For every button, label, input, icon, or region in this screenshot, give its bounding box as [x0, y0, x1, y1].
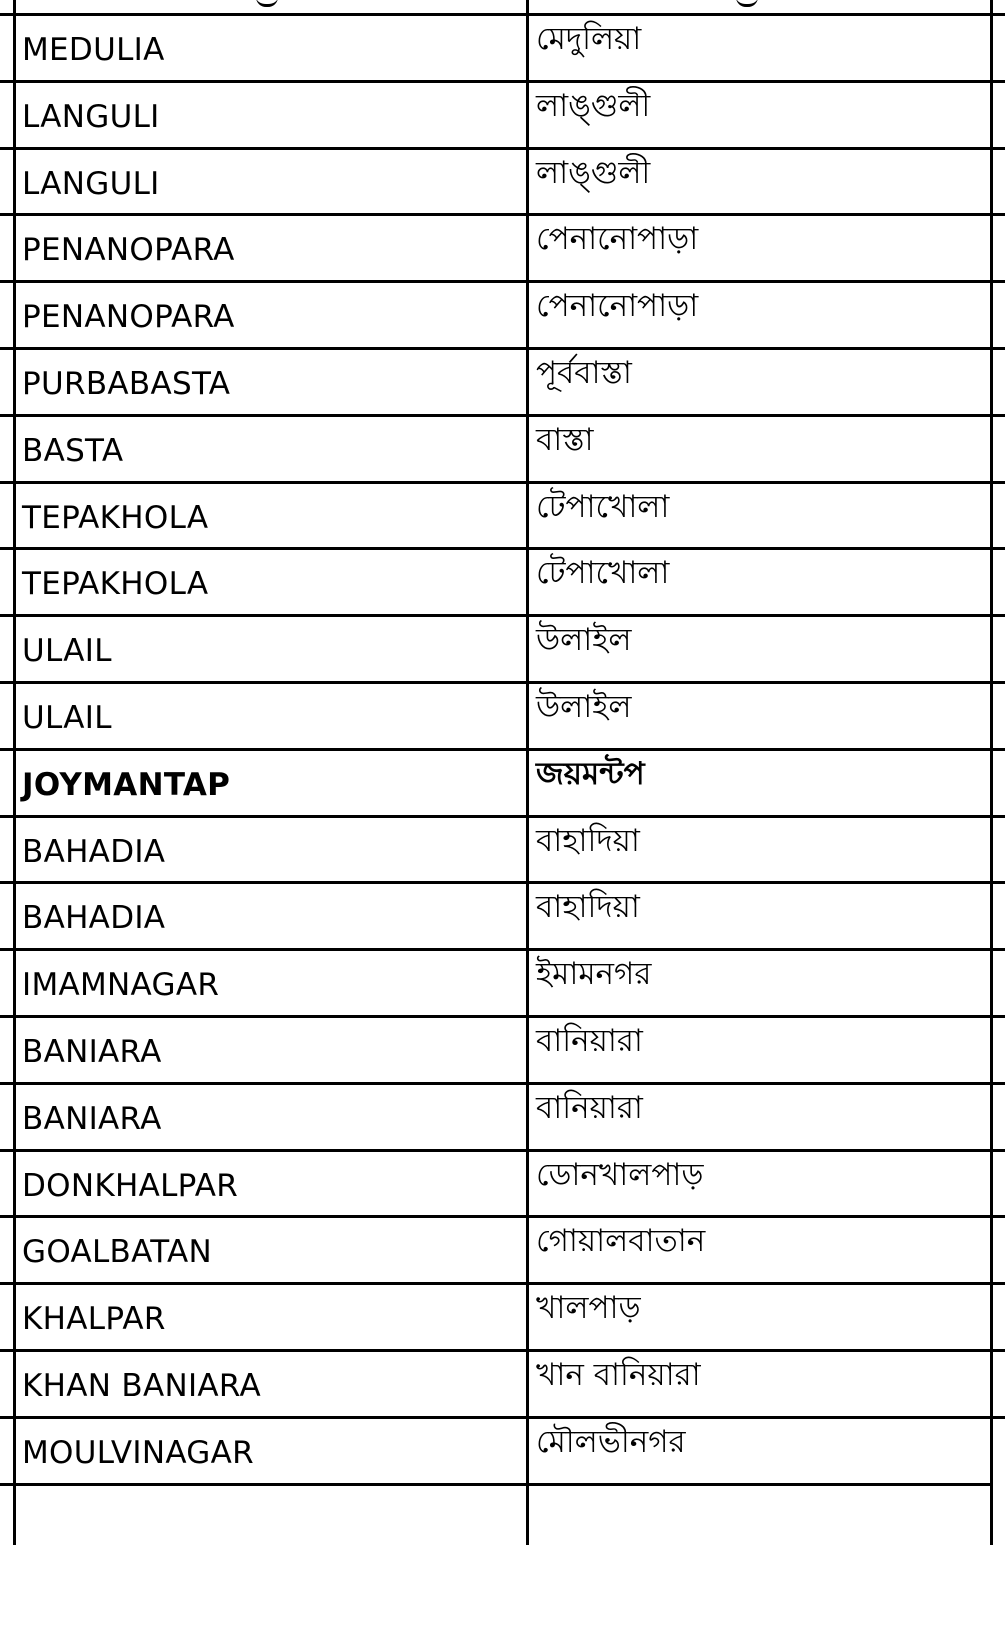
village-name-bengali: উলাইল	[536, 689, 632, 725]
village-name-english: LANGULI	[22, 166, 160, 202]
village-name-english: BANIARA	[22, 1034, 162, 1070]
village-name-english: BANIARA	[22, 1101, 162, 1137]
clipped-header-glyph-right	[736, 0, 758, 7]
clipped-header-glyph-left	[256, 0, 278, 7]
village-name-bengali: মেদুলিয়া	[536, 21, 642, 57]
table-row	[0, 216, 1005, 283]
village-name-english: KHAN BANIARA	[22, 1368, 261, 1404]
village-name-bengali: উলাইল	[536, 622, 632, 658]
village-name-bengali: ইমামনগর	[536, 956, 652, 992]
village-name-english: BAHADIA	[22, 834, 166, 870]
table-row	[0, 16, 1005, 83]
village-name-english: IMAMNAGAR	[22, 967, 220, 1003]
table-row	[0, 1218, 1005, 1285]
village-name-bengali: পেনানোপাড়া	[536, 288, 699, 324]
village-name-bengali: খান বানিয়ারা	[536, 1357, 701, 1393]
village-name-bengali: ডোনখালপাড়	[536, 1157, 704, 1193]
village-name-english: BAHADIA	[22, 900, 166, 936]
table-row	[0, 417, 1005, 484]
village-name-bengali: বাহাদিয়া	[536, 889, 640, 925]
village-name-bengali: টেপাখোলা	[536, 489, 670, 525]
village-name-english: MEDULIA	[22, 32, 165, 68]
table-row	[0, 1419, 1005, 1486]
table-row	[0, 150, 1005, 217]
table-row	[0, 1285, 1005, 1352]
village-name-english: BASTA	[22, 433, 124, 469]
table-row	[0, 484, 1005, 551]
village-name-english: JOYMANTAP	[22, 767, 231, 803]
village-name-english: ULAIL	[22, 700, 112, 736]
village-name-bengali: বাহাদিয়া	[536, 823, 640, 859]
table-row	[0, 684, 1005, 751]
village-name-english: PENANOPARA	[22, 232, 235, 268]
village-name-english: TEPAKHOLA	[22, 500, 209, 536]
village-name-english: PURBABASTA	[22, 366, 231, 402]
table-row	[0, 751, 1005, 818]
table-row	[0, 818, 1005, 885]
village-name-bengali: লাঙ্গুলী	[536, 88, 651, 124]
table-row	[0, 1352, 1005, 1419]
village-name-bengali: বানিয়ারা	[536, 1090, 643, 1126]
village-name-english: PENANOPARA	[22, 299, 235, 335]
village-name-bengali: টেপাখোলা	[536, 555, 670, 591]
village-name-bengali: লাঙ্গুলী	[536, 155, 651, 191]
village-name-english: MOULVINAGAR	[22, 1435, 254, 1471]
village-name-bengali: বানিয়ারা	[536, 1023, 643, 1059]
village-name-bengali: খালপাড়	[536, 1290, 641, 1326]
table-row	[0, 1085, 1005, 1152]
table-row	[0, 83, 1005, 150]
table-row	[0, 1018, 1005, 1085]
table-row	[0, 350, 1005, 417]
village-name-bengali: গোয়ালবাতান	[536, 1223, 706, 1259]
village-name-english: LANGULI	[22, 99, 160, 135]
table-row	[0, 1152, 1005, 1219]
village-name-bengali: মৌলভীনগর	[536, 1424, 686, 1460]
village-name-english: GOALBATAN	[22, 1234, 213, 1270]
village-name-bengali: পেনানোপাড়া	[536, 221, 699, 257]
table-row	[0, 617, 1005, 684]
table-row	[0, 951, 1005, 1018]
village-name-english: DONKHALPAR	[22, 1168, 239, 1204]
table-row	[0, 884, 1005, 951]
village-name-english: TEPAKHOLA	[22, 566, 209, 602]
village-name-bengali: জয়মন্টপ	[536, 756, 645, 792]
village-name-english: ULAIL	[22, 633, 112, 669]
table-row	[0, 550, 1005, 617]
table-row	[0, 283, 1005, 350]
village-name-bengali: পূর্ববাস্তা	[536, 355, 632, 391]
village-name-bengali: বাস্তা	[536, 422, 594, 458]
village-name-english: KHALPAR	[22, 1301, 166, 1337]
